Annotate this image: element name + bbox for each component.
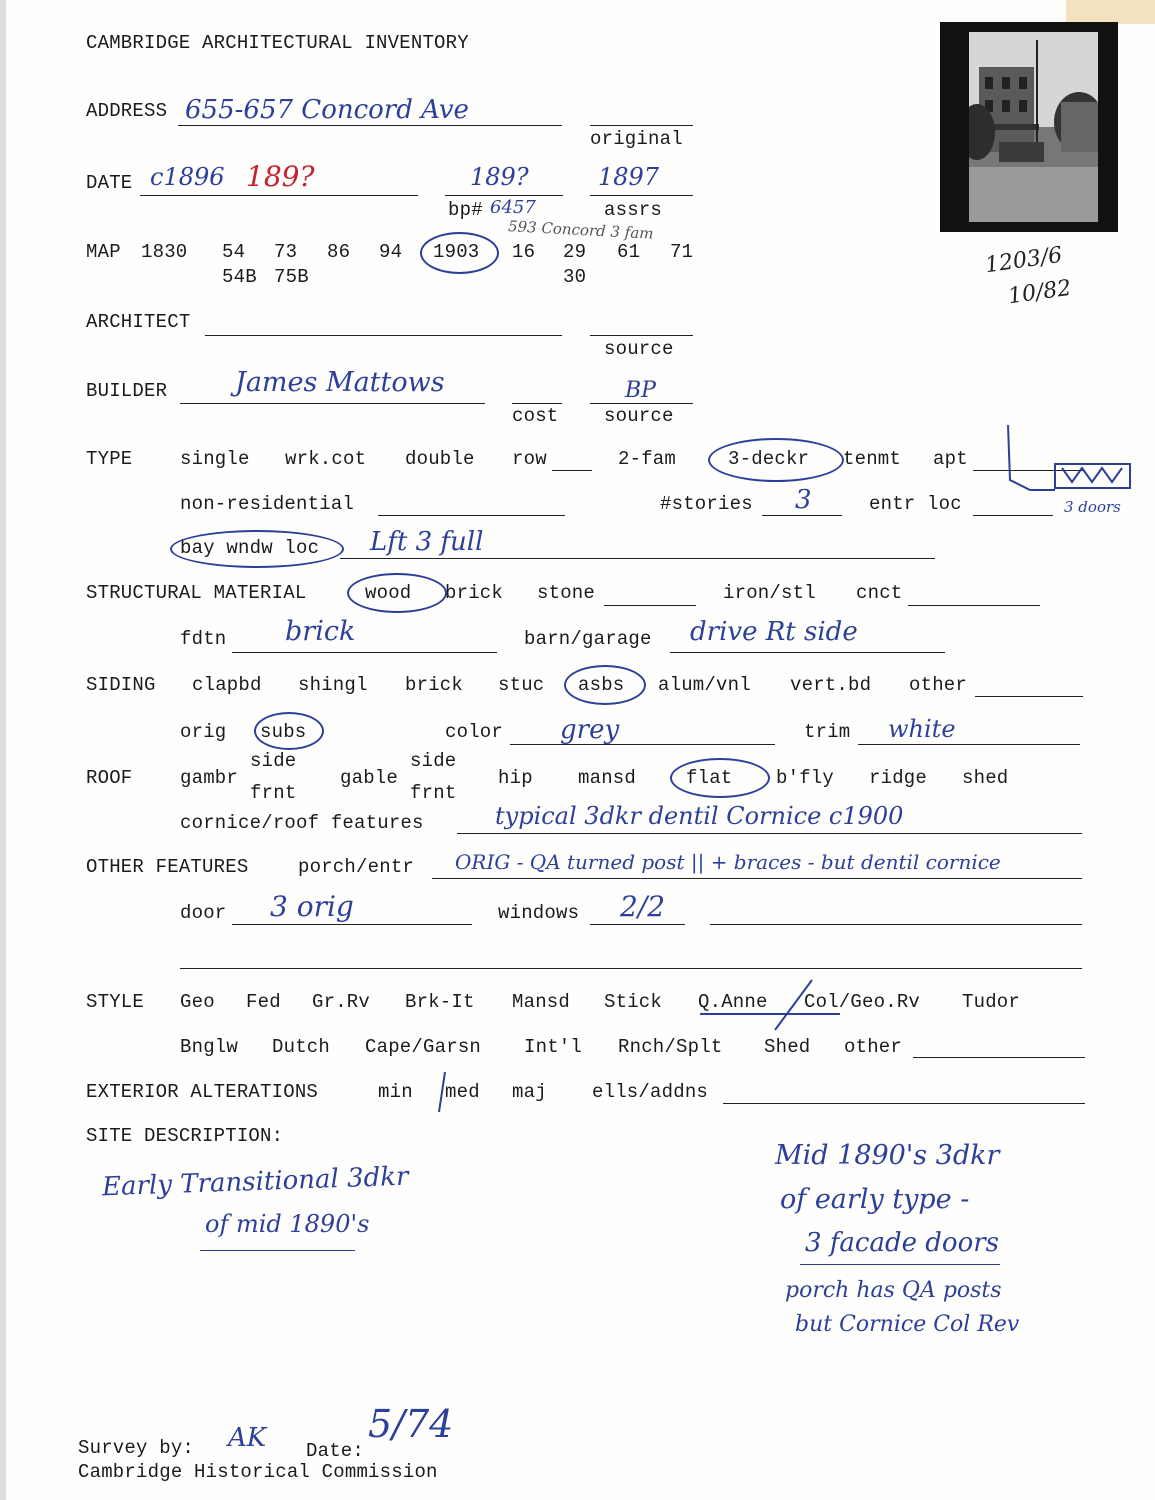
ext-alt-label: EXTERIOR ALTERATIONS [86,1081,319,1103]
type-2fam: 2-fam [618,448,677,470]
cost-line [512,403,562,404]
roof-label: ROOF [86,767,133,789]
architect-line [205,335,562,336]
struct-brick: brick [445,582,504,604]
bp-number: 6457 [490,197,536,218]
struct-wood: wood [365,582,412,604]
builder-label: BUILDER [86,380,168,402]
cornice-label: cornice/roof features [180,812,424,834]
map-71: 71 [670,241,694,263]
type-3deckr: 3-deckr [728,448,810,470]
date2-label: Date: [306,1440,365,1462]
builder-value: James Mattows [235,367,445,398]
windows-line [590,924,685,925]
survey-label: Survey by: [78,1437,195,1459]
barn-label: barn/garage [524,628,652,650]
barn-line [670,652,945,653]
map-94: 94 [379,241,403,263]
type-label: TYPE [86,448,133,470]
type-single: single [180,448,250,470]
date-label: DATE [86,172,133,194]
cornice-line [457,833,1082,834]
ext-min: min [378,1081,413,1103]
site-left-underline [200,1250,355,1251]
windows-value: 2/2 [620,890,666,923]
commission-label: Cambridge Historical Commission [78,1461,438,1483]
other-features-label: OTHER FEATURES [86,856,249,878]
orig-label: orig [180,721,227,743]
style-mark [690,972,850,1032]
style-shed: Shed [764,1036,811,1058]
ext-alt-mark [425,1068,455,1116]
siding-asbs: asbs [578,674,625,696]
type-apt: apt [933,448,968,470]
bp-line [445,195,563,196]
entr-line [973,515,1053,516]
survey-by: AK [228,1423,267,1453]
address-value: 655-657 Concord Ave [185,95,469,125]
site-right-line1: Mid 1890's 3dkr [775,1140,1000,1171]
map-54: 54 [222,241,246,263]
color-value: grey [560,715,620,745]
row-line [552,470,592,471]
site-right-line2: of early type - [780,1184,970,1215]
style-fed: Fed [246,991,281,1013]
photo-image [969,32,1098,222]
style-geo: Geo [180,991,215,1013]
map-16: 16 [512,241,536,263]
map-54b: 54B [222,266,257,288]
trim-value: white [888,715,956,743]
style-stick: Stick [604,991,663,1013]
entr-value: 3 doors [1064,498,1121,516]
style-other-line [913,1057,1085,1058]
style-bnglw: Bnglw [180,1036,239,1058]
map-30: 30 [563,266,587,288]
site-right-line4: porch has QA posts [785,1278,1002,1303]
cost-label: cost [512,405,559,427]
type-double: double [405,448,475,470]
address-label: ADDRESS [86,100,168,122]
architect-source-label: source [604,338,674,360]
fdtn-label: fdtn [180,628,227,650]
roof-ridge: ridge [869,767,928,789]
roof-flat-circle [670,758,770,798]
orig-year: 1897 [598,163,660,191]
type-wrkcot: wrk.cot [285,448,367,470]
door-label: door [180,902,227,924]
builder-source-line [590,403,693,404]
ext-ells: ells/addns [592,1081,709,1103]
scan-edge [0,0,6,1500]
cnct-line [908,605,1040,606]
style-dutch: Dutch [272,1036,331,1058]
site-left-line2: of mid 1890's [205,1210,370,1238]
siding-vert: vert.bd [790,674,872,696]
roof-bfly: b'fly [776,767,835,789]
cornice-value: typical 3dkr dentil Cornice c1900 [495,802,904,830]
gable-side: side [410,750,457,772]
roof-gambr: gambr [180,767,239,789]
bay-line [340,558,935,559]
stories-value: 3 [795,485,812,515]
porch-label: porch/entr [298,856,415,878]
struct-iron: iron/stl [723,582,816,604]
color-label: color [445,721,504,743]
extra-line-2 [180,968,1082,969]
architect-source-line [590,335,693,336]
structural-label: STRUCTURAL MATERIAL [86,582,307,604]
door-line [232,924,472,925]
door-value: 3 orig [270,890,354,923]
map-note: 593 Concord 3 fam [507,217,654,243]
gambr-side: side [250,750,297,772]
style-grrv: Gr.Rv [312,991,371,1013]
address-line [178,125,562,126]
map-1830: 1830 [141,241,188,263]
original-rule [590,125,693,126]
siding-label: SIDING [86,674,156,696]
entr-label: entr loc [869,493,962,515]
style-intl: Int'l [524,1036,583,1058]
roof-mansd: mansd [578,767,637,789]
style-qanne: Q.Anne [698,991,768,1013]
roof-flat: flat [686,767,733,789]
extra-line-1 [710,924,1082,925]
photo-date: 10/82 [1006,275,1073,310]
type-tenmt: tenmt [843,448,902,470]
gable-frnt: frnt [410,782,457,804]
ext-med: med [445,1081,480,1103]
date-value: c1896 [150,163,225,191]
nonres-line [378,515,565,516]
bp-year: 189? [470,163,529,191]
original-label: original [590,128,683,150]
tape-mark [1066,0,1155,24]
nonres-label: non-residential [180,493,355,515]
style-colgeo: Col/Geo.Rv [804,991,921,1013]
survey-date: 5/74 [368,1402,454,1446]
fdtn-line [232,652,497,653]
map-86: 86 [327,241,351,263]
barn-value: drive Rt side [690,617,858,647]
type-row: row [512,448,547,470]
builder-source-label: source [604,405,674,427]
stories-line [762,515,842,516]
site-label: SITE DESCRIPTION: [86,1125,284,1147]
stone-line [604,605,696,606]
form-title: CAMBRIDGE ARCHITECTURAL INVENTORY [86,32,469,54]
struct-wood-circle [347,573,447,613]
map-29: 29 [563,241,587,263]
orig-line [590,195,693,196]
site-left-line1: Early Transitional 3dkr [101,1161,409,1203]
photo-ref: 1203/6 [983,242,1064,279]
map-1903-circle [420,232,499,274]
roof-shed: shed [962,767,1009,789]
trim-line [858,744,1080,745]
site-right-line3: 3 facade doors [805,1228,1000,1258]
color-line [510,744,775,745]
architect-label: ARCHITECT [86,311,191,333]
builder-source-value: BP [625,378,656,403]
style-cape: Cape/Garsn [365,1036,482,1058]
date-red-value: 189? [246,160,315,193]
siding-alum: alum/vnl [658,674,751,696]
siding-brick: brick [405,674,464,696]
bay-circle [170,530,344,568]
bay-value: Lft 3 full [370,527,484,557]
map-label: MAP [86,241,121,263]
struct-stone: stone [537,582,596,604]
style-brkit: Brk-It [405,991,475,1013]
roof-hip: hip [498,767,533,789]
gambr-frnt: frnt [250,782,297,804]
bay-label: bay wndw loc [180,537,320,559]
porch-sketch [1000,420,1140,500]
struct-cnct: cnct [856,582,903,604]
date-line [140,195,418,196]
building-photo [940,22,1118,232]
style-label: STYLE [86,991,145,1013]
map-75b: 75B [274,266,309,288]
style-tudor: Tudor [962,991,1021,1013]
ext-maj: maj [512,1081,547,1103]
builder-line [180,403,485,404]
site-right-line5: but Cornice Col Rev [795,1312,1020,1337]
porch-line [432,878,1082,879]
windows-label: windows [498,902,580,924]
siding-asbs-circle [564,665,646,705]
trim-label: trim [804,721,851,743]
style-other: other [844,1036,903,1058]
siding-stuc: stuc [498,674,545,696]
subs-label: subs [260,721,307,743]
siding-other: other [909,674,968,696]
map-1903: 1903 [433,241,480,263]
map-61: 61 [617,241,641,263]
style-rnch: Rnch/Splt [618,1036,723,1058]
roof-gable: gable [340,767,399,789]
siding-shingl: shingl [298,674,368,696]
fdtn-value: brick [285,616,356,647]
stories-label: #stories [660,493,753,515]
subs-circle [254,712,324,750]
siding-other-line [975,696,1083,697]
assrs-label: assrs [604,199,663,221]
style-mansd: Mansd [512,991,571,1013]
map-73: 73 [274,241,298,263]
siding-clapbd: clapbd [192,674,262,696]
type-3deckr-circle [708,438,844,482]
porch-value: ORIG - QA turned post || + braces - but dentil cornice [455,850,1001,874]
site-right-underline [800,1264,1000,1265]
bp-label: bp# [448,199,483,221]
ext-ells-line [723,1103,1085,1104]
